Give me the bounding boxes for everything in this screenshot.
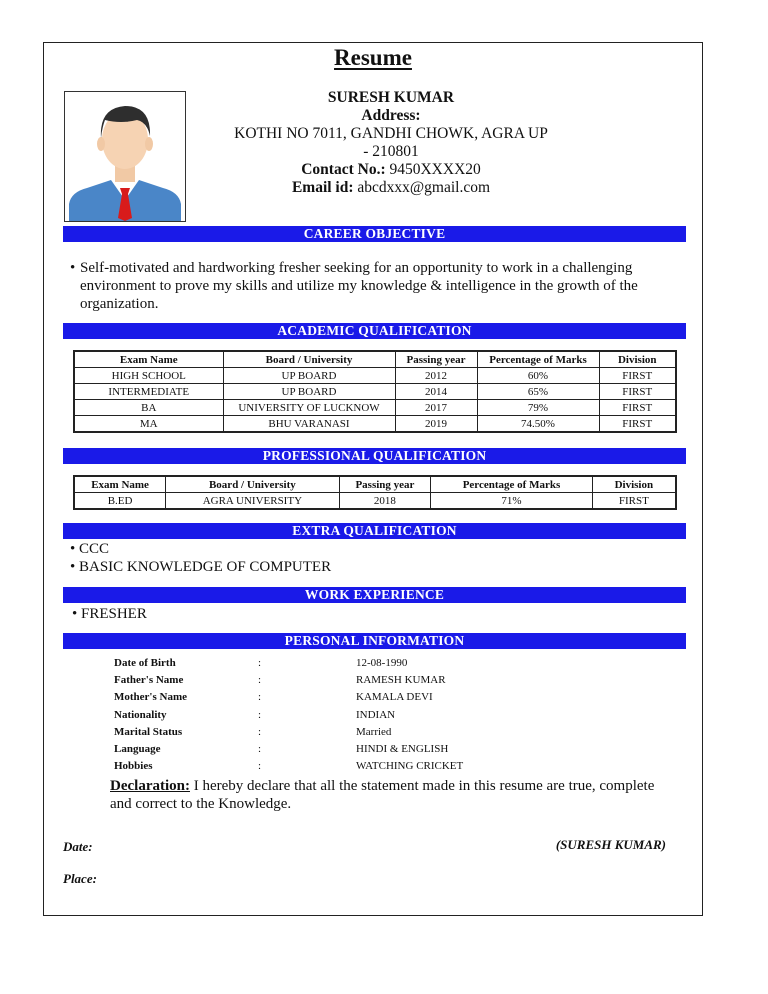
table-cell: 79%: [477, 400, 599, 416]
resume-page: [43, 42, 703, 916]
table-row: [74, 368, 676, 384]
academic-header-cell: Division: [599, 351, 676, 368]
personal-colon: :: [258, 760, 262, 773]
academic-header-cell: Board / University: [223, 351, 395, 368]
email-line: [194, 179, 588, 197]
personal-label: Nationality: [114, 708, 167, 721]
extra-qualification-list: [70, 540, 331, 576]
table-cell: 2014: [395, 384, 477, 400]
professional-header-row: [74, 476, 676, 493]
section-work-experience: WORK EXPERIENCE: [63, 587, 686, 603]
table-cell: MA: [74, 416, 223, 433]
address-label: Address:: [361, 107, 421, 124]
table-cell: UP BOARD: [223, 384, 395, 400]
personal-colon: :: [258, 657, 262, 669]
profile-photo: [64, 91, 186, 222]
table-cell: UNIVERSITY OF LUCKNOW: [223, 400, 395, 416]
table-row: [74, 416, 676, 433]
table-cell: FIRST: [599, 368, 676, 384]
candidate-name: SURESH KUMAR: [327, 89, 455, 106]
work-experience-item: • FRESHER: [72, 606, 147, 622]
table-cell: BHU VARANASI: [223, 416, 395, 433]
table-cell: HIGH SCHOOL: [74, 368, 223, 384]
personal-value: RAMESH KUMAR: [356, 674, 446, 687]
professional-table: [73, 475, 677, 510]
contact-block: [194, 89, 588, 197]
date-label: Date:: [63, 839, 93, 854]
address-line-2: - 210801: [363, 143, 419, 160]
table-cell: BA: [74, 400, 223, 416]
table-cell: 2017: [395, 400, 477, 416]
personal-value: KAMALA DEVI: [356, 691, 433, 704]
personal-info-list: [114, 655, 556, 775]
signature-name: (SURESH KUMAR): [555, 837, 666, 852]
personal-label: Father's Name: [114, 674, 184, 687]
table-row: [74, 384, 676, 400]
table-cell: FIRST: [592, 493, 676, 510]
academic-header-row: [74, 351, 676, 368]
objective-line-2: environment to prove my skills and utilize my knowledge & intelligence in the growth of the: [80, 278, 638, 294]
contact-line: [194, 161, 588, 179]
personal-colon: :: [258, 691, 262, 704]
address-line-1: KOTHI NO 7011, GANDHI CHOWK, AGRA UP: [234, 125, 548, 142]
table-row: [74, 400, 676, 416]
academic-header-cell: Exam Name: [74, 351, 223, 368]
personal-value: Married: [356, 725, 392, 738]
declaration-text-1: I hereby declare that all the statement made in this resume are true, complete: [189, 778, 655, 794]
table-cell: FIRST: [599, 384, 676, 400]
table-cell: 2012: [395, 368, 477, 384]
personal-label: Date of Birth: [114, 657, 176, 669]
personal-label: Mother's Name: [114, 691, 188, 704]
personal-value: 12-08-1990: [356, 657, 408, 669]
professional-header-cell: Exam Name: [74, 476, 166, 493]
objective-bullet: •: [70, 260, 76, 276]
personal-colon: :: [258, 674, 262, 687]
personal-value: INDIAN: [356, 708, 396, 721]
email-value: abcdxxx@gmail.com: [357, 179, 491, 196]
professional-header-cell: Percentage of Marks: [431, 476, 592, 493]
list-item: • BASIC KNOWLEDGE OF COMPUTER: [70, 559, 332, 575]
personal-colon: :: [258, 725, 262, 738]
table-cell: 2018: [339, 493, 431, 510]
section-personal-information: PERSONAL INFORMATION: [63, 633, 686, 649]
personal-row: [114, 741, 556, 758]
career-objective-text: [70, 259, 660, 313]
personal-row: [114, 758, 556, 775]
personal-label: Language: [114, 743, 161, 756]
objective-line-3: organization.: [80, 296, 159, 312]
email-label: Email id:: [291, 179, 354, 196]
table-row: [74, 493, 676, 510]
section-academic-qualification: ACADEMIC QUALIFICATION: [63, 323, 686, 339]
professional-header-cell: Board / University: [166, 476, 339, 493]
table-cell: 65%: [477, 384, 599, 400]
personal-row: [114, 655, 556, 672]
academic-table: [73, 350, 677, 433]
contact-value: 9450XXXX20: [389, 161, 481, 178]
table-cell: INTERMEDIATE: [74, 384, 223, 400]
table-cell: UP BOARD: [223, 368, 395, 384]
contact-label: Contact No.:: [301, 161, 386, 178]
personal-row: [114, 689, 556, 706]
avatar-icon: [65, 92, 185, 221]
personal-value: HINDI & ENGLISH: [356, 743, 449, 756]
academic-header-cell: Percentage of Marks: [477, 351, 599, 368]
table-cell: 74.50%: [477, 416, 599, 433]
personal-label: Hobbies: [114, 760, 153, 773]
table-cell: 2019: [395, 416, 477, 433]
professional-header-cell: Passing year: [339, 476, 431, 493]
table-cell: FIRST: [599, 400, 676, 416]
section-extra-qualification: EXTRA QUALIFICATION: [63, 523, 686, 539]
personal-colon: :: [258, 743, 262, 756]
professional-header-cell: Division: [592, 476, 676, 493]
section-professional-qualification: PROFESSIONAL QUALIFICATION: [63, 448, 686, 464]
personal-row: [114, 707, 556, 724]
personal-value: WATCHING CRICKET: [356, 760, 464, 773]
declaration-text-2: and correct to the Knowledge.: [110, 796, 292, 812]
section-career-objective: CAREER OBJECTIVE: [63, 226, 686, 242]
academic-header-cell: Passing year: [395, 351, 477, 368]
place-label: Place:: [63, 871, 97, 886]
personal-label: Marital Status: [114, 725, 183, 738]
declaration-label: Declaration:: [110, 778, 190, 794]
page-title: Resume: [334, 45, 412, 70]
personal-row: [114, 672, 556, 689]
table-cell: 71%: [431, 493, 592, 510]
table-cell: B.ED: [74, 493, 166, 510]
objective-line-1: Self-motivated and hardworking fresher seeking for an opportunity to work in a challenging: [80, 260, 633, 276]
list-item: • CCC: [70, 541, 110, 557]
table-cell: AGRA UNIVERSITY: [166, 493, 339, 510]
personal-colon: :: [258, 708, 262, 721]
table-cell: 60%: [477, 368, 599, 384]
declaration: [110, 777, 670, 813]
table-cell: FIRST: [599, 416, 676, 433]
personal-row: [114, 724, 556, 741]
